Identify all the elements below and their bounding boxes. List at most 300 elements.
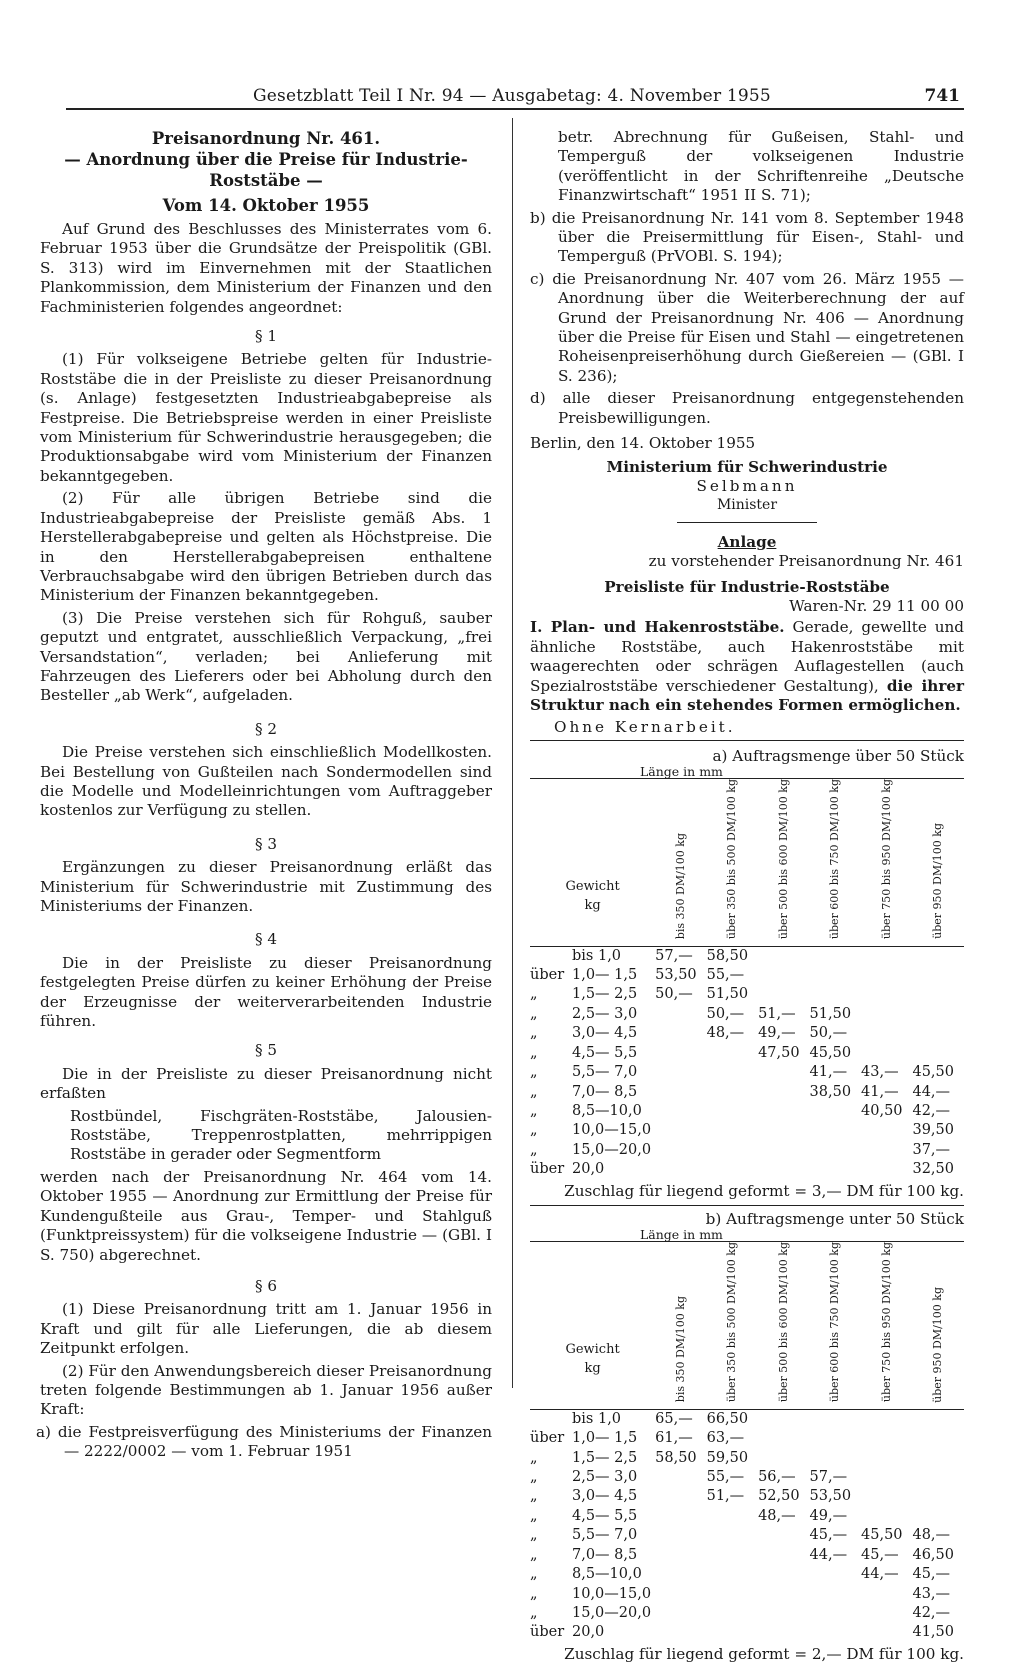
section-4-paragraph: Die in der Preisliste zu dieser Preisanordnung festgelegten Preise dürfen zu keiner Erhöhung der Preise der Erzeugnisse der weiterverarbeitenden Industrie führen.	[40, 953, 492, 1031]
table-row	[530, 1546, 964, 1565]
price-cell: 58,50	[655, 1449, 697, 1466]
price-cell: 42,—	[912, 1102, 951, 1119]
table-b-surcharge: Zuschlag für liegend geformt = 2,— DM für 100 kg.	[564, 1644, 964, 1663]
price-cell: 61,—	[655, 1430, 693, 1447]
weight-range-cell	[530, 1487, 655, 1506]
table-row	[530, 1507, 964, 1526]
range-prefix: „	[530, 1604, 538, 1621]
weight-range-cell	[530, 1429, 655, 1448]
price-cell	[758, 985, 809, 1004]
price-cell: 57,—	[655, 947, 693, 964]
range-prefix: „	[530, 1585, 538, 1602]
range-value: 4,5— 5,5	[572, 1507, 638, 1524]
table-b-header-row	[530, 1242, 964, 1409]
separator-rule	[677, 522, 817, 523]
page-number: 741	[924, 86, 960, 106]
price-cell: 41,—	[809, 1064, 848, 1081]
range-prefix: über	[530, 1624, 565, 1641]
price-cell	[707, 1083, 758, 1102]
range-value: 5,5— 7,0	[572, 1064, 638, 1081]
item-text: Gerade, gewellte und ähnliche Roststäbe, auch Hakenroststäbe mit waagerechten oder schrägen Auflagestellen (auch Spezialroststäbe verschiedener Gestaltung),	[530, 618, 965, 695]
price-cell	[912, 1005, 964, 1024]
weight-range-cell	[530, 1121, 655, 1140]
price-cell	[707, 1604, 758, 1623]
weight-range-cell	[530, 1546, 655, 1565]
price-cell	[655, 1141, 706, 1160]
table-a-col-header: über 600 bis 750 DM/100 kg	[828, 779, 842, 940]
price-cell: 47,50	[758, 1044, 800, 1061]
price-cell	[655, 1585, 706, 1604]
price-cell	[861, 1468, 912, 1487]
price-cell: 50,—	[655, 986, 693, 1003]
section-5-heading: § 5	[254, 1041, 278, 1060]
weight-range-cell	[530, 1160, 655, 1179]
price-cell: 49,—	[758, 1025, 796, 1042]
price-cell	[810, 966, 861, 985]
header-title: Gesetzblatt Teil I Nr. 94 — Ausgabetag: 4. November 1955	[253, 86, 771, 106]
price-cell	[707, 1585, 758, 1604]
price-cell: 51,50	[706, 986, 749, 1003]
price-cell	[655, 1121, 706, 1140]
price-cell	[655, 1546, 706, 1565]
range-value: 1,0— 1,5	[572, 967, 638, 984]
section-5-list: Rostbündel, Fischgräten-Roststäbe, Jalousien-Roststäbe, Treppenrostplatten, mehrrippigen Roststäbe in gerader oder Segmentform	[70, 1106, 492, 1164]
table-row	[530, 1160, 964, 1179]
price-cell	[912, 1429, 964, 1448]
price-cell	[810, 1160, 861, 1179]
section-6-paragraph-2: (2) Für den Anwendungsbereich dieser Preisanordnung treten folgende Bestimmungen ab 1. Januar 1956 außer Kraft:	[40, 1361, 492, 1419]
table-a-surcharge: Zuschlag für liegend geformt = 3,— DM für 100 kg.	[564, 1181, 964, 1200]
section-1-heading: § 1	[254, 327, 278, 346]
weight-range-cell	[530, 1449, 655, 1468]
price-cell	[912, 966, 964, 985]
price-cell: 63,—	[706, 1430, 745, 1447]
weight-range-cell	[530, 1604, 655, 1623]
price-cell	[810, 1409, 861, 1429]
section-5-paragraph-1: Die in der Preisliste zu dieser Preisanordnung nicht erfaßten	[40, 1064, 492, 1103]
right-column	[530, 128, 964, 1668]
price-cell	[861, 1429, 912, 1448]
weight-range-cell	[530, 1044, 655, 1063]
price-cell	[861, 1623, 912, 1642]
table-row	[530, 966, 964, 985]
section-3-heading: § 3	[254, 834, 278, 853]
weight-range-cell	[530, 1141, 655, 1160]
price-cell	[758, 966, 809, 985]
table-a-title: a) Auftragsmenge über 50 Stück	[712, 746, 964, 765]
price-cell: 51,—	[706, 1488, 745, 1505]
weight-range-cell	[530, 1083, 655, 1102]
table-a	[530, 778, 964, 1179]
range-value: 1,5— 2,5	[572, 986, 638, 1003]
range-value: 10,0—15,0	[572, 1122, 652, 1139]
header-rule	[66, 108, 964, 110]
price-cell: 45,—	[809, 1527, 848, 1544]
price-cell: 45,—	[912, 1566, 951, 1583]
price-cell: 55,—	[706, 967, 745, 984]
range-prefix: „	[530, 1566, 538, 1583]
price-cell: 45,50	[861, 1527, 903, 1544]
price-cell	[707, 1063, 758, 1082]
range-value: 10,0—15,0	[572, 1585, 652, 1602]
section-1-paragraph-1: (1) Für volkseigene Betriebe gelten für Industrie-Roststäbe die in der Preisliste zu dieser Preisanordnung (s. Anlage) festgesetzten Industrieabgabepreise als Festpreise. Die Betriebspreise werden in einer Preisliste vom Ministerium für Schwerindustrie herausgegeben; die Produktionsabgabe wird vom Ministerium der Finanzen bekanntgegeben.	[40, 350, 492, 485]
price-cell	[861, 1507, 912, 1526]
table-b-col-header: über 950 DM/100 kg	[931, 1286, 945, 1403]
price-cell	[861, 1044, 912, 1063]
page-header	[68, 86, 964, 110]
price-cell	[810, 1604, 861, 1623]
price-cell: 43,—	[912, 1585, 951, 1602]
table-row	[530, 1024, 964, 1043]
weight-range-cell	[530, 1005, 655, 1024]
table-a-col-header: bis 350 DM/100 kg	[673, 833, 687, 940]
price-cell	[912, 1468, 964, 1487]
item-title: I. Plan- und Hakenroststäbe.	[530, 618, 785, 637]
price-cell: 46,50	[912, 1546, 954, 1563]
price-cell: 45,50	[912, 1064, 954, 1081]
table-b-weight-header: Gewicht kg	[565, 1342, 620, 1377]
table-row	[530, 1429, 964, 1448]
table-a-block	[530, 740, 964, 1201]
price-cell	[810, 1141, 861, 1160]
price-cell	[861, 1604, 912, 1623]
table-row	[530, 1409, 964, 1429]
ministry-name: Ministerium für Schwerindustrie	[606, 457, 888, 476]
price-cell	[707, 1507, 758, 1526]
goods-number: Waren-Nr. 29 11 00 00	[789, 596, 964, 615]
range-prefix: „	[530, 986, 538, 1003]
weight-range-cell	[530, 1409, 655, 1429]
range-prefix: „	[530, 1064, 538, 1081]
table-row	[530, 946, 964, 966]
price-cell: 53,50	[809, 1488, 852, 1505]
range-value: 20,0	[572, 1161, 605, 1178]
signer-title: Minister	[716, 497, 778, 514]
price-cell	[861, 1160, 912, 1179]
price-cell: 43,—	[861, 1064, 899, 1081]
range-prefix: über	[530, 967, 565, 984]
column-divider	[512, 118, 513, 1388]
section-4-heading: § 4	[254, 930, 278, 949]
price-cell: 58,50	[706, 947, 749, 964]
price-cell	[912, 985, 964, 1004]
range-value: 3,0— 4,5	[572, 1488, 638, 1505]
table-b	[530, 1241, 964, 1642]
table-b-col-header: über 500 bis 600 DM/100 kg	[776, 1242, 790, 1403]
table-row	[530, 1141, 964, 1160]
price-cell: 42,—	[912, 1604, 951, 1621]
price-cell: 40,50	[861, 1102, 903, 1119]
table-b-title: b) Auftragsmenge unter 50 Stück	[705, 1209, 964, 1228]
price-cell	[707, 1121, 758, 1140]
range-value: 15,0—20,0	[572, 1141, 652, 1158]
table-a-weight-header: Gewicht kg	[565, 878, 620, 914]
table-row	[530, 1063, 964, 1082]
price-cell	[758, 1160, 809, 1179]
price-cell	[758, 1063, 809, 1082]
price-cell	[861, 1024, 912, 1043]
table-row	[530, 1044, 964, 1063]
price-cell	[655, 1507, 706, 1526]
table-row	[530, 985, 964, 1004]
range-prefix: „	[530, 1102, 538, 1119]
price-cell	[758, 1585, 809, 1604]
weight-range-cell	[530, 1565, 655, 1584]
price-cell	[758, 1121, 809, 1140]
table-a-col-header: über 500 bis 600 DM/100 kg	[776, 779, 790, 940]
range-prefix: „	[530, 1527, 538, 1544]
price-cell	[655, 1526, 706, 1545]
table-row	[530, 1005, 964, 1024]
table-b-col-header: bis 350 DM/100 kg	[673, 1296, 687, 1403]
weight-range-cell	[530, 1526, 655, 1545]
range-value: 1,0— 1,5	[572, 1430, 638, 1447]
table-row	[530, 1526, 964, 1545]
price-cell	[810, 1429, 861, 1448]
price-cell	[707, 1526, 758, 1545]
table-a-col-header: über 350 bis 500 DM/100 kg	[725, 779, 739, 940]
weight-range-cell	[530, 946, 655, 966]
price-cell	[655, 1468, 706, 1487]
price-cell	[655, 1565, 706, 1584]
range-value: 1,5— 2,5	[572, 1449, 638, 1466]
weight-range-cell	[530, 1063, 655, 1082]
price-cell	[707, 1141, 758, 1160]
price-cell: 48,—	[758, 1507, 796, 1524]
range-value: 20,0	[572, 1624, 605, 1641]
price-cell	[861, 1141, 912, 1160]
price-cell	[758, 1102, 809, 1121]
range-prefix: „	[530, 1507, 538, 1524]
section-2-heading: § 2	[254, 719, 278, 738]
price-cell	[758, 1546, 809, 1565]
item-description	[530, 618, 964, 715]
price-cell	[912, 1449, 964, 1468]
range-value: 5,5— 7,0	[572, 1527, 638, 1544]
range-value: bis 1,0	[572, 1410, 622, 1427]
table-row	[530, 1565, 964, 1584]
price-cell	[810, 946, 861, 966]
range-prefix: „	[530, 1449, 538, 1466]
price-cell	[861, 966, 912, 985]
price-cell: 44,—	[912, 1083, 951, 1100]
range-prefix: „	[530, 1546, 538, 1563]
table-b-length-label: Länge in mm	[640, 1227, 723, 1243]
price-cell: 44,—	[861, 1566, 899, 1583]
price-cell	[707, 1623, 758, 1642]
table-row	[530, 1449, 964, 1468]
price-cell	[912, 1487, 964, 1506]
section-6-heading: § 6	[254, 1276, 278, 1295]
section-5-paragraph-2: werden nach der Preisanordnung Nr. 464 vom 14. Oktober 1955 — Anordnung zur Ermittlung der Preise für Kundengußteile aus Grau-, Temper- und Stahlguß (Funktpreissystem) für die volkseigene Industrie — (GBl. I S. 750) abgerechnet.	[40, 1167, 492, 1264]
price-cell	[758, 1083, 809, 1102]
price-cell: 50,—	[706, 1005, 745, 1022]
price-cell: 53,50	[655, 967, 697, 984]
range-prefix: „	[530, 1488, 538, 1505]
range-prefix: „	[530, 1141, 538, 1158]
price-cell: 41,50	[912, 1624, 954, 1641]
price-cell	[861, 1409, 912, 1429]
range-prefix: „	[530, 1025, 538, 1042]
section-1-paragraph-2: (2) Für alle übrigen Betriebe sind die Industrieabgabepreise der Preisliste gemäß Abs. 1 Herstellerabgabepreise und gelten als Höchstpreise. Die in den Herstellerabgabepreisen enthaltene Verbrauchsabgabe wird den übrigen Betrieben durch das Ministerium der Finanzen bekanntgegeben.	[40, 489, 492, 605]
price-cell	[758, 1449, 809, 1468]
price-cell	[655, 1083, 706, 1102]
table-b-col-header: über 600 bis 750 DM/100 kg	[828, 1242, 842, 1403]
price-cell: 39,50	[912, 1122, 954, 1139]
price-cell	[810, 1449, 861, 1468]
price-cell	[912, 1024, 964, 1043]
range-prefix: „	[530, 1469, 538, 1486]
price-cell: 48,—	[706, 1025, 745, 1042]
section-3-paragraph: Ergänzungen zu dieser Preisanordnung erläßt das Ministerium für Schwerindustrie mit Zustimmung des Ministeriums der Finanzen.	[40, 858, 492, 915]
price-cell: 51,—	[758, 1005, 796, 1022]
item-b: b) die Preisanordnung Nr. 141 vom 8. September 1948 über die Preisermittlung für Eisen-, Stahl- und Temperguß (PrVOBl. S. 194);	[530, 208, 964, 266]
price-cell: 45,50	[809, 1044, 852, 1061]
ordinance-subtitle-2: Roststäbe —	[209, 171, 323, 190]
price-cell	[758, 1604, 809, 1623]
price-cell	[861, 1005, 912, 1024]
range-value: 3,0— 4,5	[572, 1025, 638, 1042]
price-cell: 37,—	[912, 1141, 951, 1158]
weight-range-cell	[530, 1507, 655, 1526]
range-value: 15,0—20,0	[572, 1604, 652, 1621]
price-cell	[912, 946, 964, 966]
price-cell	[810, 1102, 861, 1121]
range-value: 8,5—10,0	[572, 1566, 642, 1583]
price-cell	[707, 1565, 758, 1584]
table-a-col-header: über 950 DM/100 kg	[931, 823, 945, 940]
weight-range-cell	[530, 1585, 655, 1604]
price-cell	[912, 1044, 964, 1063]
price-cell	[707, 1160, 758, 1179]
price-cell: 66,50	[706, 1410, 749, 1427]
left-column	[36, 128, 492, 1465]
price-cell	[655, 1044, 706, 1063]
price-cell	[758, 1141, 809, 1160]
table-b-col-header: über 350 bis 500 DM/100 kg	[725, 1242, 739, 1403]
intro-paragraph: Auf Grund des Beschlusses des Ministerrates vom 6. Februar 1953 über die Grundsätze der Preispolitik (GBl. S. 313) wird im Einvernehmen mit der Staatlichen Plankommission, dem Ministerium der Finanzen und den Fachministerien folgendes angeordnet:	[40, 220, 492, 316]
price-cell	[655, 1604, 706, 1623]
price-cell	[707, 1044, 758, 1063]
price-cell	[655, 1005, 706, 1024]
weight-range-cell	[530, 1623, 655, 1642]
table-b-block	[530, 1205, 964, 1664]
price-list-title: Preisliste für Industrie-Roststäbe	[604, 577, 890, 596]
range-value: 7,0— 8,5	[572, 1546, 638, 1563]
price-cell	[655, 1063, 706, 1082]
weight-range-cell	[530, 1102, 655, 1121]
price-cell: 44,—	[809, 1546, 848, 1563]
weight-range-cell	[530, 985, 655, 1004]
price-cell	[912, 1409, 964, 1429]
weight-range-cell	[530, 966, 655, 985]
price-cell	[861, 1449, 912, 1468]
weight-range-cell	[530, 1468, 655, 1487]
price-cell: 38,50	[809, 1083, 852, 1100]
ordinance-subtitle-1: — Anordnung über die Preise für Industrie-	[64, 150, 468, 169]
price-cell: 65,—	[655, 1410, 693, 1427]
table-row	[530, 1585, 964, 1604]
price-cell: 59,50	[706, 1449, 749, 1466]
table-row	[530, 1604, 964, 1623]
weight-range-cell	[530, 1024, 655, 1043]
ordinance-date: Vom 14. Oktober 1955	[162, 196, 370, 215]
range-value: 7,0— 8,5	[572, 1083, 638, 1100]
range-value: 2,5— 3,0	[572, 1469, 638, 1486]
table-a-body	[530, 946, 964, 1179]
range-prefix: „	[530, 1122, 538, 1139]
table-b-body	[530, 1409, 964, 1642]
price-cell	[707, 1546, 758, 1565]
ordinance-title: Preisanordnung Nr. 461.	[151, 129, 381, 148]
table-row	[530, 1083, 964, 1102]
price-cell	[758, 1565, 809, 1584]
section-1-paragraph-3: (3) Die Preise verstehen sich für Rohguß, sauber geputzt und entgratet, ausschließlich Verpackung, „frei Versandstation“, verladen; bei Anlieferung mit Fahrzeugen des Lieferers oder bei Abholung durch den Besteller „ab Werk“, aufgeladen.	[40, 608, 492, 705]
table-row	[530, 1121, 964, 1140]
without-core-label: Ohne Kernarbeit.	[554, 718, 736, 737]
price-cell	[810, 1121, 861, 1140]
price-cell	[655, 1487, 706, 1506]
item-a-continuation: betr. Abrechnung für Gußeisen, Stahl- und Temperguß der volkseigenen Industrie (veröffentlicht in der Schriftenreihe „Deutsche Finanzwirtschaft“ 1951 II S. 71);	[558, 128, 964, 205]
price-cell: 51,50	[809, 1005, 852, 1022]
price-cell	[861, 1585, 912, 1604]
table-a-col-header: über 750 bis 950 DM/100 kg	[879, 779, 893, 940]
price-cell	[655, 1024, 706, 1043]
item-c: c) die Preisanordnung Nr. 407 vom 26. März 1955 — Anordnung über die Weiterberechnung der auf Grund der Preisanordnung Nr. 406 — Anordnung über die Preise für Eisen und Stahl — eingetretenen Roheisenpreiserhöhung durch Gießereien — (GBl. I S. 236);	[530, 269, 964, 385]
range-value: 2,5— 3,0	[572, 1005, 638, 1022]
price-cell	[861, 1487, 912, 1506]
price-cell	[758, 946, 809, 966]
price-cell	[758, 1623, 809, 1642]
price-cell: 49,—	[809, 1507, 848, 1524]
section-2-paragraph: Die Preise verstehen sich einschließlich Modellkosten. Bei Bestellung von Gußteilen nach Sondermodellen sind die Modelle und Modelleinrichtungen vom Auftraggeber kostenlos zur Verfügung zu stellen.	[40, 743, 492, 820]
price-cell: 48,—	[912, 1527, 951, 1544]
range-value: bis 1,0	[572, 947, 622, 964]
price-cell	[810, 1623, 861, 1642]
annex-heading: Anlage	[717, 532, 777, 551]
place-date: Berlin, den 14. Oktober 1955	[530, 434, 756, 453]
range-value: 8,5—10,0	[572, 1102, 642, 1119]
range-prefix: „	[530, 1044, 538, 1061]
range-prefix: über	[530, 1430, 565, 1447]
price-cell	[861, 985, 912, 1004]
price-cell: 50,—	[809, 1025, 848, 1042]
price-cell	[655, 1623, 706, 1642]
item-bold-text: die ihrer Struktur nach ein stehendes Formen ermöglichen.	[530, 676, 964, 714]
table-a-length-label: Länge in mm	[640, 764, 723, 780]
price-cell	[655, 1160, 706, 1179]
table-row	[530, 1468, 964, 1487]
price-cell	[912, 1507, 964, 1526]
price-cell	[861, 946, 912, 966]
table-a-header-row	[530, 779, 964, 946]
price-cell	[810, 985, 861, 1004]
price-cell	[758, 1409, 809, 1429]
annex-subheading: zu vorstehender Preisanordnung Nr. 461	[648, 552, 964, 571]
price-cell	[861, 1121, 912, 1140]
price-cell	[707, 1102, 758, 1121]
range-prefix: „	[530, 1005, 538, 1022]
range-value: 4,5— 5,5	[572, 1044, 638, 1061]
price-cell: 32,50	[912, 1161, 954, 1178]
price-cell: 45,—	[861, 1546, 899, 1563]
price-cell: 52,50	[758, 1488, 800, 1505]
table-b-col-header: über 750 bis 950 DM/100 kg	[879, 1242, 893, 1403]
price-cell: 56,—	[758, 1469, 796, 1486]
price-cell	[810, 1565, 861, 1584]
price-cell	[758, 1429, 809, 1448]
section-6-paragraph-1: (1) Diese Preisanordnung tritt am 1. Januar 1956 in Kraft und gilt für alle Lieferungen, die ab diesem Zeitpunkt erfolgen.	[40, 1300, 492, 1358]
